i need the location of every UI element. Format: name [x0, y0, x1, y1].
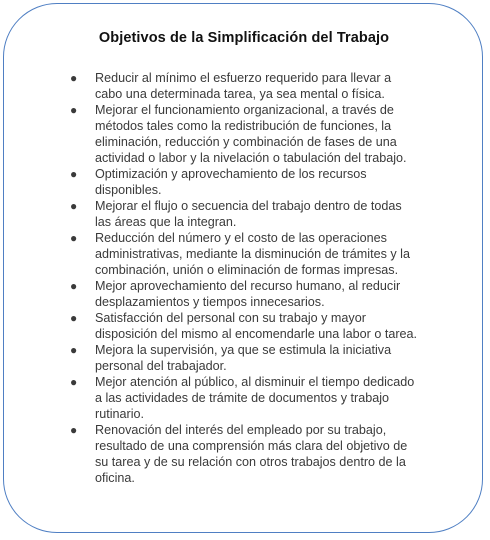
bullet-icon: ●: [70, 103, 78, 117]
list-item: [66, 342, 421, 374]
list-item-text: Optimización y aprovechamiento de los recursos disponibles.: [95, 167, 367, 197]
list-item-text: Mejorar el funcionamiento organizacional, a través de métodos tales como la redistribución de funciones, la eliminación, reducción y combinación de fases de una actividad o labor y la nivelación o tabulación del trabajo.: [95, 103, 407, 165]
list-item: [66, 374, 421, 422]
bullet-icon: ●: [70, 343, 78, 357]
bullet-icon: ●: [70, 375, 78, 389]
list-item: [66, 230, 421, 278]
bullet-icon: ●: [70, 167, 78, 181]
list-item-text: Mejora la supervisión, ya que se estimula la iniciativa personal del trabajador.: [95, 343, 392, 373]
list-item: [66, 102, 421, 166]
list-item: [66, 278, 421, 310]
bullet-icon: ●: [70, 231, 78, 245]
list-item: [66, 422, 421, 486]
list-item-text: Reducir al mínimo el esfuerzo requerido para llevar a cabo una determinada tarea, ya sea mental o física.: [95, 71, 392, 101]
bullet-icon: ●: [70, 423, 78, 437]
list-item-text: Renovación del interés del empleado por su trabajo, resultado de una comprensión más clara del objetivo de su tarea y de su relación con otros trabajos dentro de la oficina.: [95, 423, 408, 485]
list-item: [66, 310, 421, 342]
bullet-icon: ●: [70, 199, 78, 213]
bullet-icon: ●: [70, 311, 78, 325]
document-title: Objetivos de la Simplificación del Trabajo: [98, 30, 390, 46]
list-item: [66, 198, 421, 230]
bullet-icon: ●: [70, 71, 78, 85]
list-item-text: Satisfacción del personal con su trabajo y mayor disposición del mismo al encomendarle una labor o tarea.: [95, 311, 418, 341]
list-item-text: Mejorar el flujo o secuencia del trabajo dentro de todas las áreas que la integran.: [95, 199, 402, 229]
list-item-text: Reducción del número y el costo de las operaciones administrativas, mediante la disminución de trámites y la combinación, unión o eliminación de formas impresas.: [95, 231, 410, 277]
list-item-text: Mejor atención al público, al disminuir el tiempo dedicado a las actividades de trámite de documentos y trabajo rutinario.: [95, 375, 415, 421]
list-item: [66, 166, 421, 198]
objectives-list: [66, 70, 421, 486]
list-item-text: Mejor aprovechamiento del recurso humano, al reducir desplazamientos y tiempos innecesarios.: [95, 279, 401, 309]
rounded-text-box: [3, 3, 483, 533]
list-item: [66, 70, 421, 102]
bullet-icon: ●: [70, 279, 78, 293]
